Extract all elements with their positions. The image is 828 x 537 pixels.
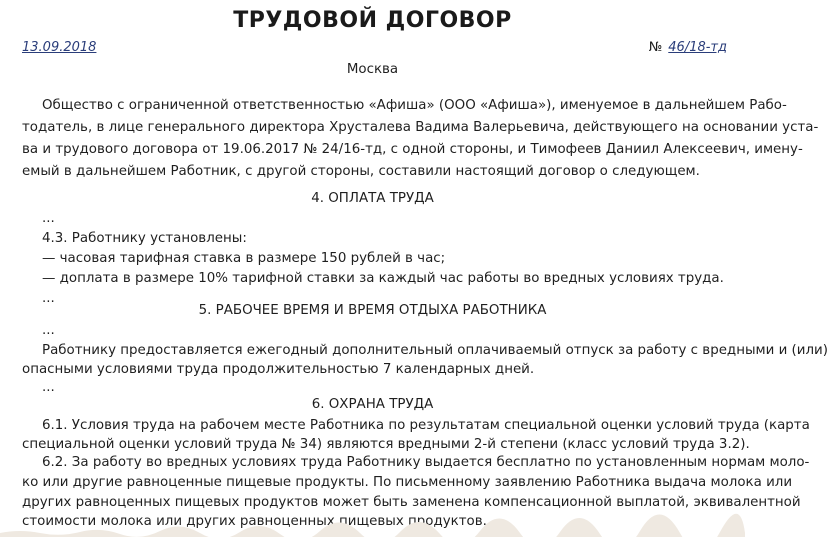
- clause-6-2-line: ко или другие равноценные пищевые продукты. По письменному заявлению Работника выдача молока или: [22, 475, 793, 490]
- clause-4-3: 4.3. Работнику установлены:: [42, 231, 247, 246]
- contract-date: [22, 40, 96, 55]
- list-item: — часовая тарифная ставка в размере 150 рублей в час;: [42, 251, 446, 266]
- number-sign: №: [648, 40, 663, 55]
- contract-city: Москва: [346, 62, 399, 77]
- clause-6-1-line: специальной оценки условий труда № 34) являются вредными 2-й степени (класс условий труда 3.2).: [22, 437, 750, 452]
- section-5-text-line: опасными условиями труда продолжительностью 7 календарных дней.: [22, 362, 535, 377]
- list-item: — доплата в размере 10% тарифной ставки за каждый час работы во вредных условиях труда.: [42, 271, 724, 286]
- clause-6-2-line: стоимости молока или других равноценных пищевых продуктов.: [22, 514, 487, 529]
- torn-edge-decoration: [0, 525, 745, 537]
- ellipsis: ...: [42, 291, 55, 306]
- clause-6-1-line: 6.1. Условия труда на рабочем месте Работника по результатам специальной оценки условий труда (карта: [42, 418, 810, 433]
- section-4-heading: 4. ОПЛАТА ТРУДА: [311, 191, 434, 206]
- ellipsis: ...: [42, 380, 55, 395]
- section-5-heading: 5. РАБОЧЕЕ ВРЕМЯ И ВРЕМЯ ОТДЫХА РАБОТНИКА: [198, 303, 547, 318]
- ellipsis: ...: [42, 323, 55, 338]
- contract-number-value: 46/18-тд: [668, 40, 727, 55]
- document-title: ТРУДОВОЙ ДОГОВОР: [233, 8, 512, 33]
- preamble-line: емый в дальнейшем Работник, с другой стороны, составили настоящий договор о следующем.: [22, 164, 700, 179]
- preamble-line: Общество с ограниченной ответственностью «Афиша» (ООО «Афиша»), именуемое в дальнейшем Рабо-: [42, 98, 787, 113]
- clause-6-2-line: других равноценных пищевых продуктов может быть заменена компенсационной выплатой, эквивалентной: [22, 495, 801, 510]
- preamble-line: ва и трудового договора от 19.06.2017 № 24/16-тд, с одной стороны, и Тимофеев Даниил Алексеевич, имену-: [22, 142, 803, 157]
- clause-6-2-line: 6.2. За работу во вредных условиях труда Работнику выдается бесплатно по установленным нормам моло-: [42, 455, 810, 470]
- section-6-heading: 6. ОХРАНА ТРУДА: [311, 397, 434, 412]
- preamble-line: тодатель, в лице генерального директора Хрусталева Вадима Валерьевича, действующего на основании уста-: [22, 120, 819, 135]
- contract-number: [649, 40, 727, 55]
- contract-date-value: 13.09.2018: [22, 40, 97, 55]
- section-5-text-line: Работнику предоставляется ежегодный дополнительный оплачиваемый отпуск за работу с вредными и (или): [42, 343, 828, 358]
- ellipsis: ...: [42, 211, 55, 226]
